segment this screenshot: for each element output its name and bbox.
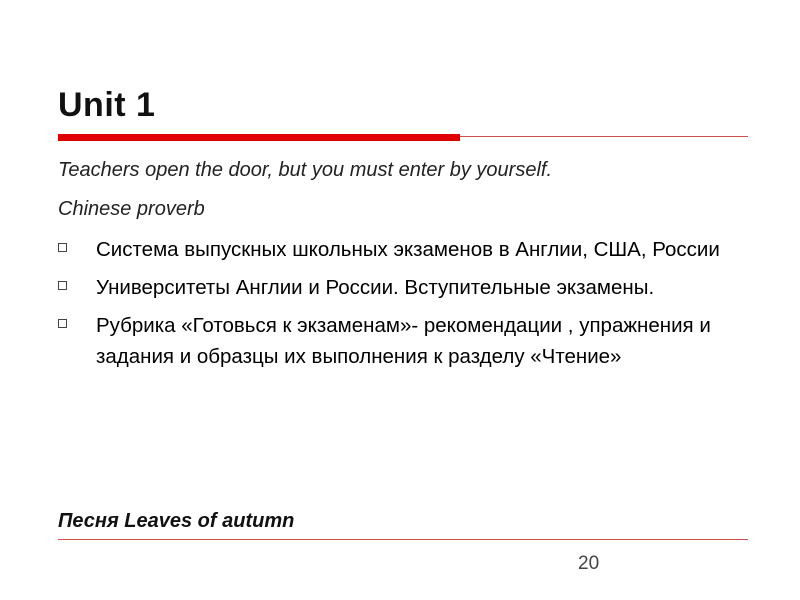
song-title: Песня Leaves of autumn — [58, 510, 295, 532]
list-item — [58, 272, 748, 303]
list-item — [58, 310, 748, 372]
bullet-text: Система выпускных школьных экзаменов в Англии, США, России — [96, 238, 720, 261]
bullet-list — [58, 234, 748, 379]
list-item — [58, 234, 748, 265]
square-bullet-icon — [58, 319, 67, 328]
quote-text: Teachers open the door, but you must enter by yourself. — [58, 159, 553, 181]
title-underline-accent — [58, 134, 460, 141]
page-number: 20 — [578, 553, 600, 574]
square-bullet-icon — [58, 243, 67, 252]
bullet-text: Рубрика «Готовься к экзаменам»- рекомендации , упражнения и задания и образцы их выполнения к разделу «Чтение» — [96, 314, 711, 368]
bullet-text: Университеты Англии и России. Вступительные экзамены. — [96, 276, 655, 299]
footer-divider — [58, 539, 748, 540]
quote-attribution: Chinese proverb — [58, 198, 205, 220]
square-bullet-icon — [58, 281, 67, 290]
slide-title: Unit 1 — [58, 86, 156, 124]
